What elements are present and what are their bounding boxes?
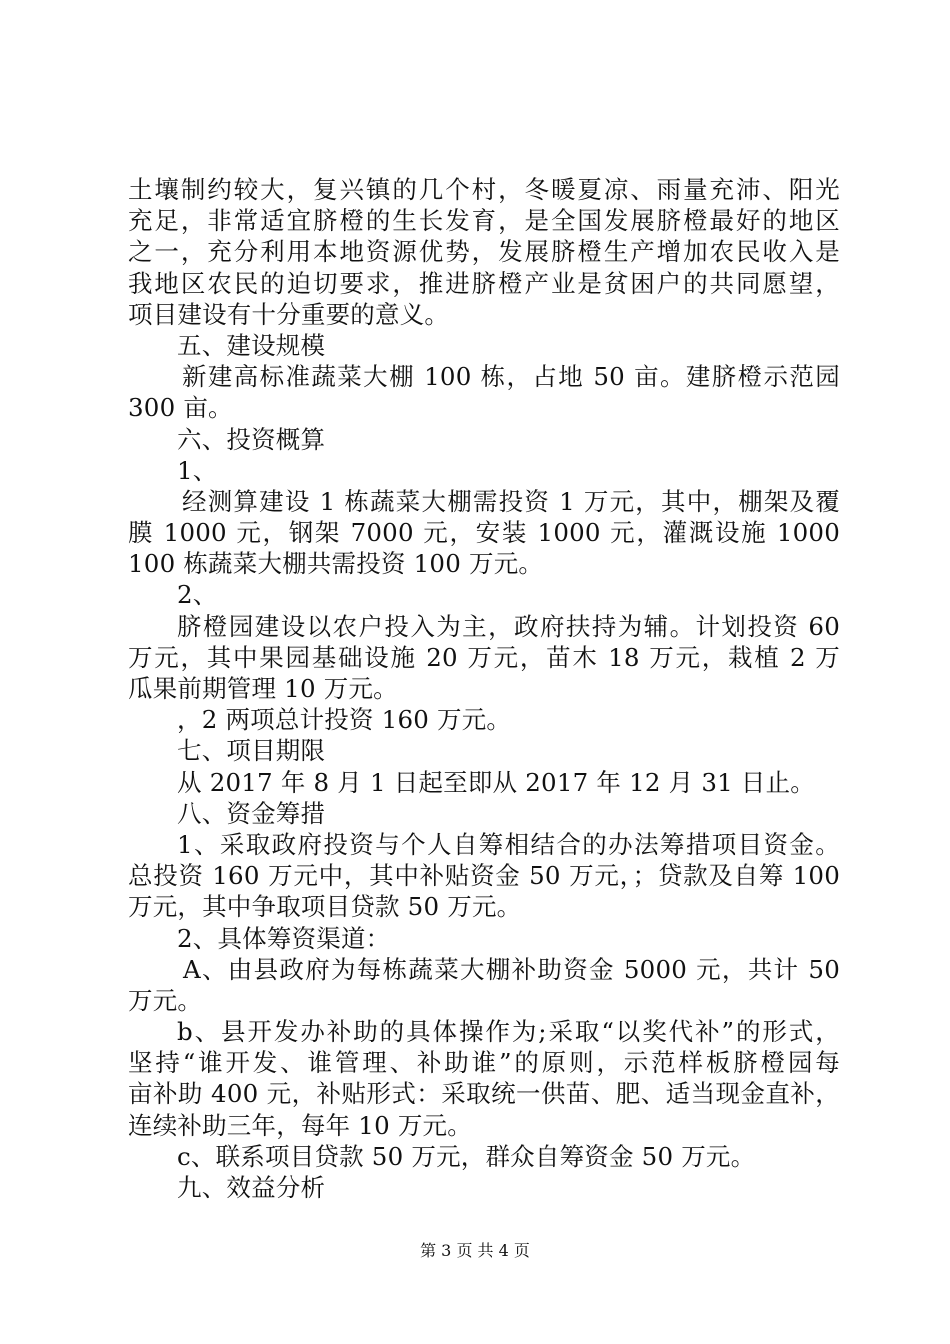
text-line: 1、采取政府投资与个人自筹相结合的办法筹措项目资金。 [177,829,840,859]
text-line: 2、具体筹资渠道： [177,923,391,953]
list-number: 2、 [177,580,218,610]
text-line: 经测算建设 1 栋蔬菜大棚需投资 1 万元，其中，棚架及覆 [182,486,840,516]
text-line: 从 2017 年 8 月 1 日起至即从 2017 年 12 月 31 日止。 [177,767,815,797]
section-heading: 七、项目期限 [177,736,326,766]
text-line: 300 亩。 [128,393,233,423]
text-line: 充足，非常适宜脐橙的生长发育，是全国发展脐橙最好的地区 [128,206,840,236]
section-heading: 六、投资概算 [177,424,326,454]
text-line: A、由县政府为每栋蔬菜大棚补助资金 5000 元，共计 50 [183,954,840,984]
document-body [128,174,840,1203]
list-number: 1、 [177,455,218,485]
text-line: 脐橙园建设以农户投入为主，政府扶持为辅。计划投资 60 [177,611,840,641]
text-line: 项目建设有十分重要的意义。 [128,299,450,329]
section-heading: 九、效益分析 [177,1173,326,1202]
page-footer: 第 3 页 共 4 页 [420,1241,530,1260]
text-line: 总投资 160 万元中，其中补贴资金 50 万元，；贷款及自筹 100 [128,861,840,891]
text-line: 亩补助 400 元，补贴形式：采取统一供苗、肥、适当现金直补， [128,1079,840,1109]
text-line: c、联系项目贷款 50 万元，群众自筹资金 50 万元。 [177,1141,756,1171]
text-line: 100 栋蔬菜大棚共需投资 100 万元。 [128,549,544,579]
text-line: 新建高标准蔬菜大棚 100 栋，占地 50 亩。建脐橙示范园 [182,362,840,392]
text-line: 瓜果前期管理 10 万元。 [128,674,398,703]
text-line: 万元，其中果园基础设施 20 万元，苗木 18 万元，栽植 2 万 [128,642,840,672]
text-line: b、县开发办补助的具体操作为;采取“以奖代补”的形式， [177,1017,840,1047]
section-heading: 八、资金筹措 [177,798,326,828]
text-line: 坚持“谁开发、谁管理、补助谁”的原则，示范样板脐橙园每 [128,1048,840,1078]
text-line: ，2 两项总计投资 160 万元。 [177,705,512,735]
text-line: 我地区农民的迫切要求，推进脐橙产业是贫困户的共同愿望， [128,268,840,298]
text-line: 连续补助三年，每年 10 万元。 [128,1110,472,1140]
text-line: 土壤制约较大，复兴镇的几个村，冬暖夏凉、雨量充沛、阳光 [128,175,840,204]
text-line: 之一，充分利用本地资源优势，发展脐橙生产增加农民收入是 [128,237,840,267]
section-heading: 五、建设规模 [177,330,326,360]
text-line: 膜 1000 元，钢架 7000 元，安装 1000 元，灌溉设施 1000 [128,518,840,548]
text-line: 万元，其中争取项目贷款 50 万元。 [128,892,522,922]
text-line: 万元。 [128,985,203,1015]
